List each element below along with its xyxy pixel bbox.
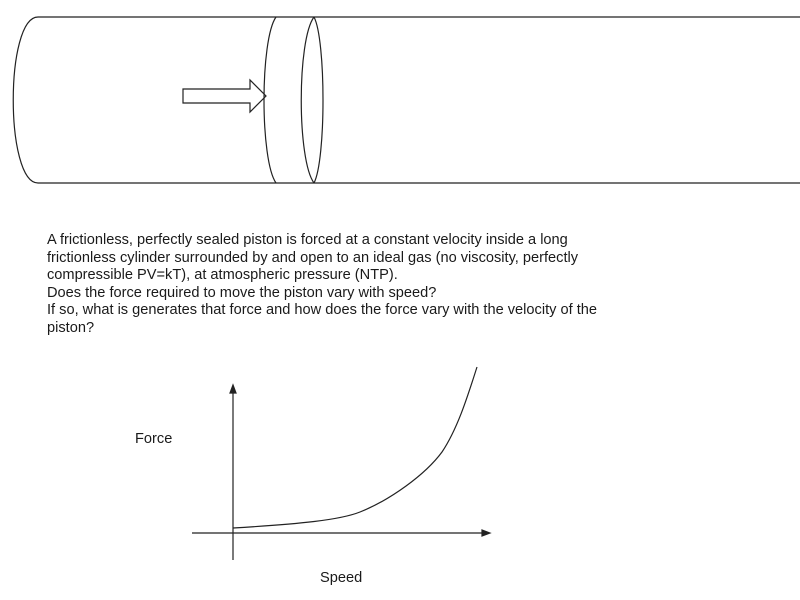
question-line: piston? <box>47 319 95 336</box>
question-line: A frictionless, perfectly sealed piston is forced at a constant velocity inside a long <box>47 232 568 248</box>
y-axis-label: Force <box>135 431 173 447</box>
question-line: frictionless cylinder surrounded by and open to an ideal gas (no viscosity, perfectly <box>47 249 579 266</box>
x-axis-arrowhead-icon <box>482 530 490 536</box>
question-line: compressible PV=kT), at atmospheric pressure (NTP). <box>47 267 398 284</box>
question-line: Does the force required to move the piston vary with speed? <box>47 284 437 301</box>
question-line: If so, what is generates that force and how does the force vary with the velocity of the <box>47 302 597 319</box>
y-axis-arrowhead-icon <box>230 385 236 393</box>
x-axis-label: Speed <box>320 570 363 586</box>
force-speed-curve <box>233 367 477 528</box>
